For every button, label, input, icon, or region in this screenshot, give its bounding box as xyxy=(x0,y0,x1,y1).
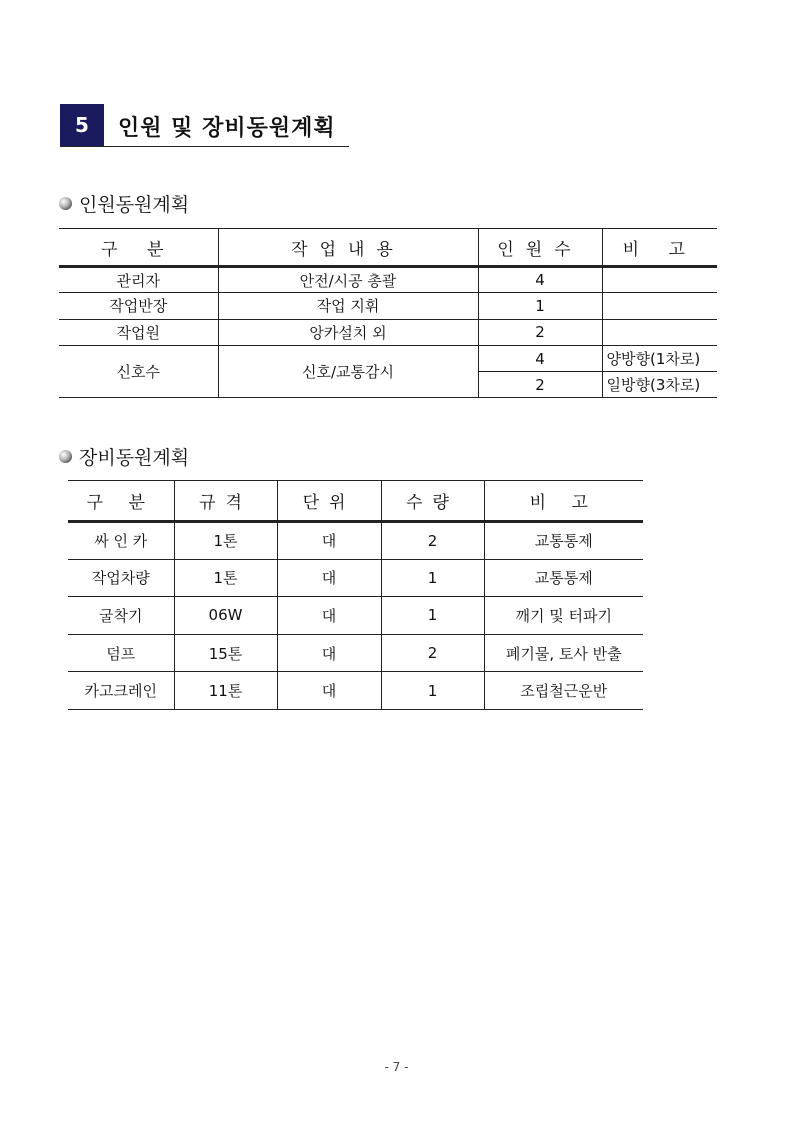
table-row xyxy=(68,559,643,597)
qty-cell: 2 xyxy=(381,522,484,560)
note-cell xyxy=(602,293,717,319)
category-cell: 신호수 xyxy=(59,345,218,398)
header-category: 구 분 xyxy=(59,229,218,267)
section-number-badge: 5 xyxy=(60,104,104,146)
table-row xyxy=(68,672,643,710)
unit-cell: 대 xyxy=(277,522,381,560)
note-cell: 교통통제 xyxy=(484,559,643,597)
section-header xyxy=(60,104,349,147)
category-cell: 싸 인 카 xyxy=(68,522,174,560)
header-note: 비 고 xyxy=(602,229,717,267)
unit-cell: 대 xyxy=(277,672,381,710)
task-cell: 신호/교통감시 xyxy=(218,345,478,398)
table-row xyxy=(68,634,643,672)
note-cell xyxy=(602,319,717,345)
category-cell: 카고크레인 xyxy=(68,672,174,710)
qty-cell: 1 xyxy=(381,597,484,635)
note-cell: 깨기 및 터파기 xyxy=(484,597,643,635)
unit-cell: 대 xyxy=(277,634,381,672)
table-header-row xyxy=(59,229,717,267)
category-cell: 덤프 xyxy=(68,634,174,672)
header-qty: 수량 xyxy=(381,481,484,522)
spec-cell: 1톤 xyxy=(174,522,277,560)
category-cell: 작업반장 xyxy=(59,293,218,319)
note-cell: 폐기물, 토사 반출 xyxy=(484,634,643,672)
equipment-table xyxy=(68,480,643,710)
unit-cell: 대 xyxy=(277,559,381,597)
unit-cell: 대 xyxy=(277,597,381,635)
header-spec: 규격 xyxy=(174,481,277,522)
count-cell: 1 xyxy=(478,293,602,319)
category-cell: 굴착기 xyxy=(68,597,174,635)
table-header-row xyxy=(68,481,643,522)
spec-cell: 1톤 xyxy=(174,559,277,597)
qty-cell: 1 xyxy=(381,559,484,597)
task-cell: 작업 지휘 xyxy=(218,293,478,319)
note-cell: 조립철근운반 xyxy=(484,672,643,710)
count-cell: 4 xyxy=(478,345,602,371)
spec-cell: 11톤 xyxy=(174,672,277,710)
section-title: 인원 및 장비동원계획 xyxy=(118,116,336,141)
note-cell xyxy=(602,267,717,293)
note-cell: 일방향(3차로) xyxy=(602,372,717,398)
qty-cell: 1 xyxy=(381,672,484,710)
equipment-heading xyxy=(58,443,189,470)
header-category: 구 분 xyxy=(68,481,174,522)
note-cell: 양방향(1차로) xyxy=(602,345,717,371)
table-row xyxy=(59,267,717,293)
header-note: 비 고 xyxy=(484,481,643,522)
table-row xyxy=(68,522,643,560)
category-cell: 작업원 xyxy=(59,319,218,345)
header-task: 작업내용 xyxy=(218,229,478,267)
table-row xyxy=(59,293,717,319)
task-cell: 안전/시공 총괄 xyxy=(218,267,478,293)
sphere-bullet-icon xyxy=(58,449,73,464)
page-number: - 7 - xyxy=(384,1060,409,1074)
sphere-bullet-icon xyxy=(58,196,73,211)
category-cell: 작업차량 xyxy=(68,559,174,597)
spec-cell: 06W xyxy=(174,597,277,635)
header-unit: 단위 xyxy=(277,481,381,522)
table-row xyxy=(59,345,717,371)
header-count: 인원수 xyxy=(478,229,602,267)
equipment-heading-label: 장비동원계획 xyxy=(79,447,190,469)
personnel-table xyxy=(59,228,717,398)
count-cell: 2 xyxy=(478,319,602,345)
category-cell: 관리자 xyxy=(59,267,218,293)
count-cell: 2 xyxy=(478,372,602,398)
personnel-heading-label: 인원동원계획 xyxy=(79,194,190,216)
table-row xyxy=(68,597,643,635)
count-cell: 4 xyxy=(478,267,602,293)
task-cell: 앙카설치 외 xyxy=(218,319,478,345)
personnel-heading xyxy=(58,190,189,217)
table-row xyxy=(59,319,717,345)
note-cell: 교통통제 xyxy=(484,522,643,560)
qty-cell: 2 xyxy=(381,634,484,672)
spec-cell: 15톤 xyxy=(174,634,277,672)
